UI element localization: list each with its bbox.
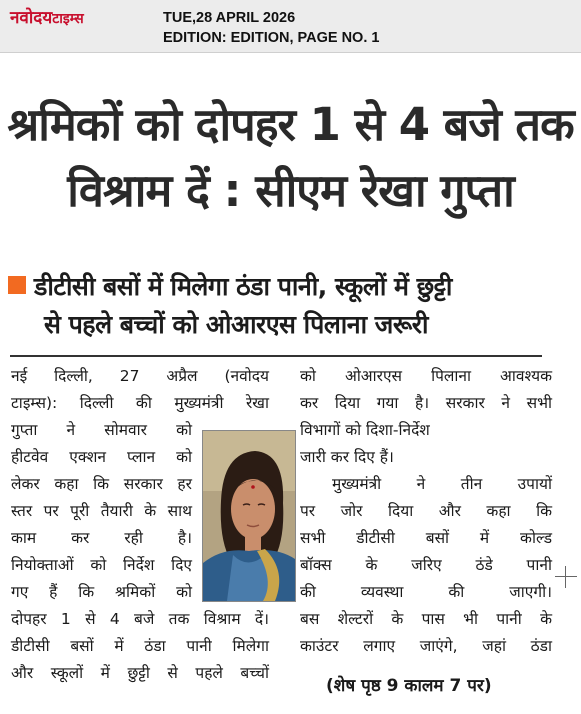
body-line: गए हैं कि श्रमिकों को bbox=[11, 583, 192, 601]
headline bbox=[0, 92, 581, 224]
body-line: को ओआरएस पिलाना आवश्यक bbox=[300, 367, 552, 385]
logo-line2: टाइम्स bbox=[52, 11, 84, 27]
body-line: टाइम्स): दिल्ली की मुख्यमंत्री रेखा bbox=[11, 394, 269, 412]
issue-date: TUE,28 APRIL 2026 bbox=[163, 10, 296, 26]
body-line: लेकर कहा कि सरकार हर bbox=[11, 475, 192, 493]
headline-line1: श्रमिकों को दोपहर 1 से 4 बजे तक bbox=[7, 98, 574, 151]
body-line: की व्यवस्था की जाएगी। bbox=[300, 583, 552, 601]
headline-line2: विश्राम दें : सीएम रेखा गुप्ता bbox=[67, 164, 514, 217]
bullet-square-icon bbox=[8, 276, 26, 294]
body-line: विभागों को दिशा-निर्देश bbox=[300, 421, 430, 439]
body-line: काम कर रही है। bbox=[11, 529, 192, 547]
body-line: नई दिल्ली, 27 अप्रैल (नवोदय bbox=[11, 367, 269, 385]
subheadline-line2: से पहले बच्चों को ओआरएस पिलाना जरूरी bbox=[44, 310, 428, 339]
body-line: काउंटर लगाए जाएंगे, जहां ठंडा bbox=[300, 637, 552, 655]
edition-info: EDITION: EDITION, PAGE NO. 1 bbox=[163, 30, 380, 46]
cm-photo bbox=[202, 430, 296, 602]
body-line: गुप्ता ने सोमवार को bbox=[11, 421, 192, 439]
body-line: दोपहर 1 से 4 बजे तक विश्राम दें। bbox=[11, 610, 269, 628]
body-line: डीटीसी बसों में ठंडा पानी मिलेगा bbox=[11, 637, 269, 655]
body-line: स्तर पर पूरी तैयारी के साथ bbox=[11, 502, 192, 520]
body-line: और स्कूलों में छुट्टी से पहले बच्चों bbox=[11, 664, 269, 682]
subheadline-row1 bbox=[8, 268, 568, 306]
edition-meta bbox=[163, 8, 379, 48]
article-column-2 bbox=[300, 363, 552, 660]
portrait-image bbox=[203, 431, 295, 601]
continuation-note: (शेष पृष्ठ 9 कालम 7 पर) bbox=[326, 676, 492, 696]
body-line: पर जोर दिया और कहा कि bbox=[300, 502, 552, 520]
body-line: मुख्यमंत्री ने तीन उपायों bbox=[332, 475, 552, 493]
newspaper-logo[interactable] bbox=[10, 10, 84, 27]
body-line: नियोक्ताओं को निर्देश दिए bbox=[11, 556, 192, 574]
subheadline bbox=[8, 268, 568, 344]
body-line: जारी कर दिए हैं। bbox=[300, 448, 394, 466]
divider-rule bbox=[10, 355, 542, 357]
masthead-bar bbox=[0, 0, 581, 53]
crosshair-cursor-icon bbox=[555, 566, 577, 588]
body-line: कर दिया गया है। सरकार ने सभी bbox=[300, 394, 552, 412]
subheadline-line1: डीटीसी बसों में मिलेगा ठंडा पानी, स्कूलों में छुट्टी bbox=[34, 272, 452, 301]
body-line: सभी डीटीसी बसों में कोल्ड bbox=[300, 529, 552, 547]
body-line: बॉक्स के जरिए ठंडे पानी bbox=[300, 556, 552, 574]
body-line: बस शेल्टरों के पास भी पानी के bbox=[300, 610, 552, 628]
logo-line1: नवोदय bbox=[10, 8, 53, 28]
body-line: हीटवेव एक्शन प्लान को bbox=[11, 448, 192, 466]
